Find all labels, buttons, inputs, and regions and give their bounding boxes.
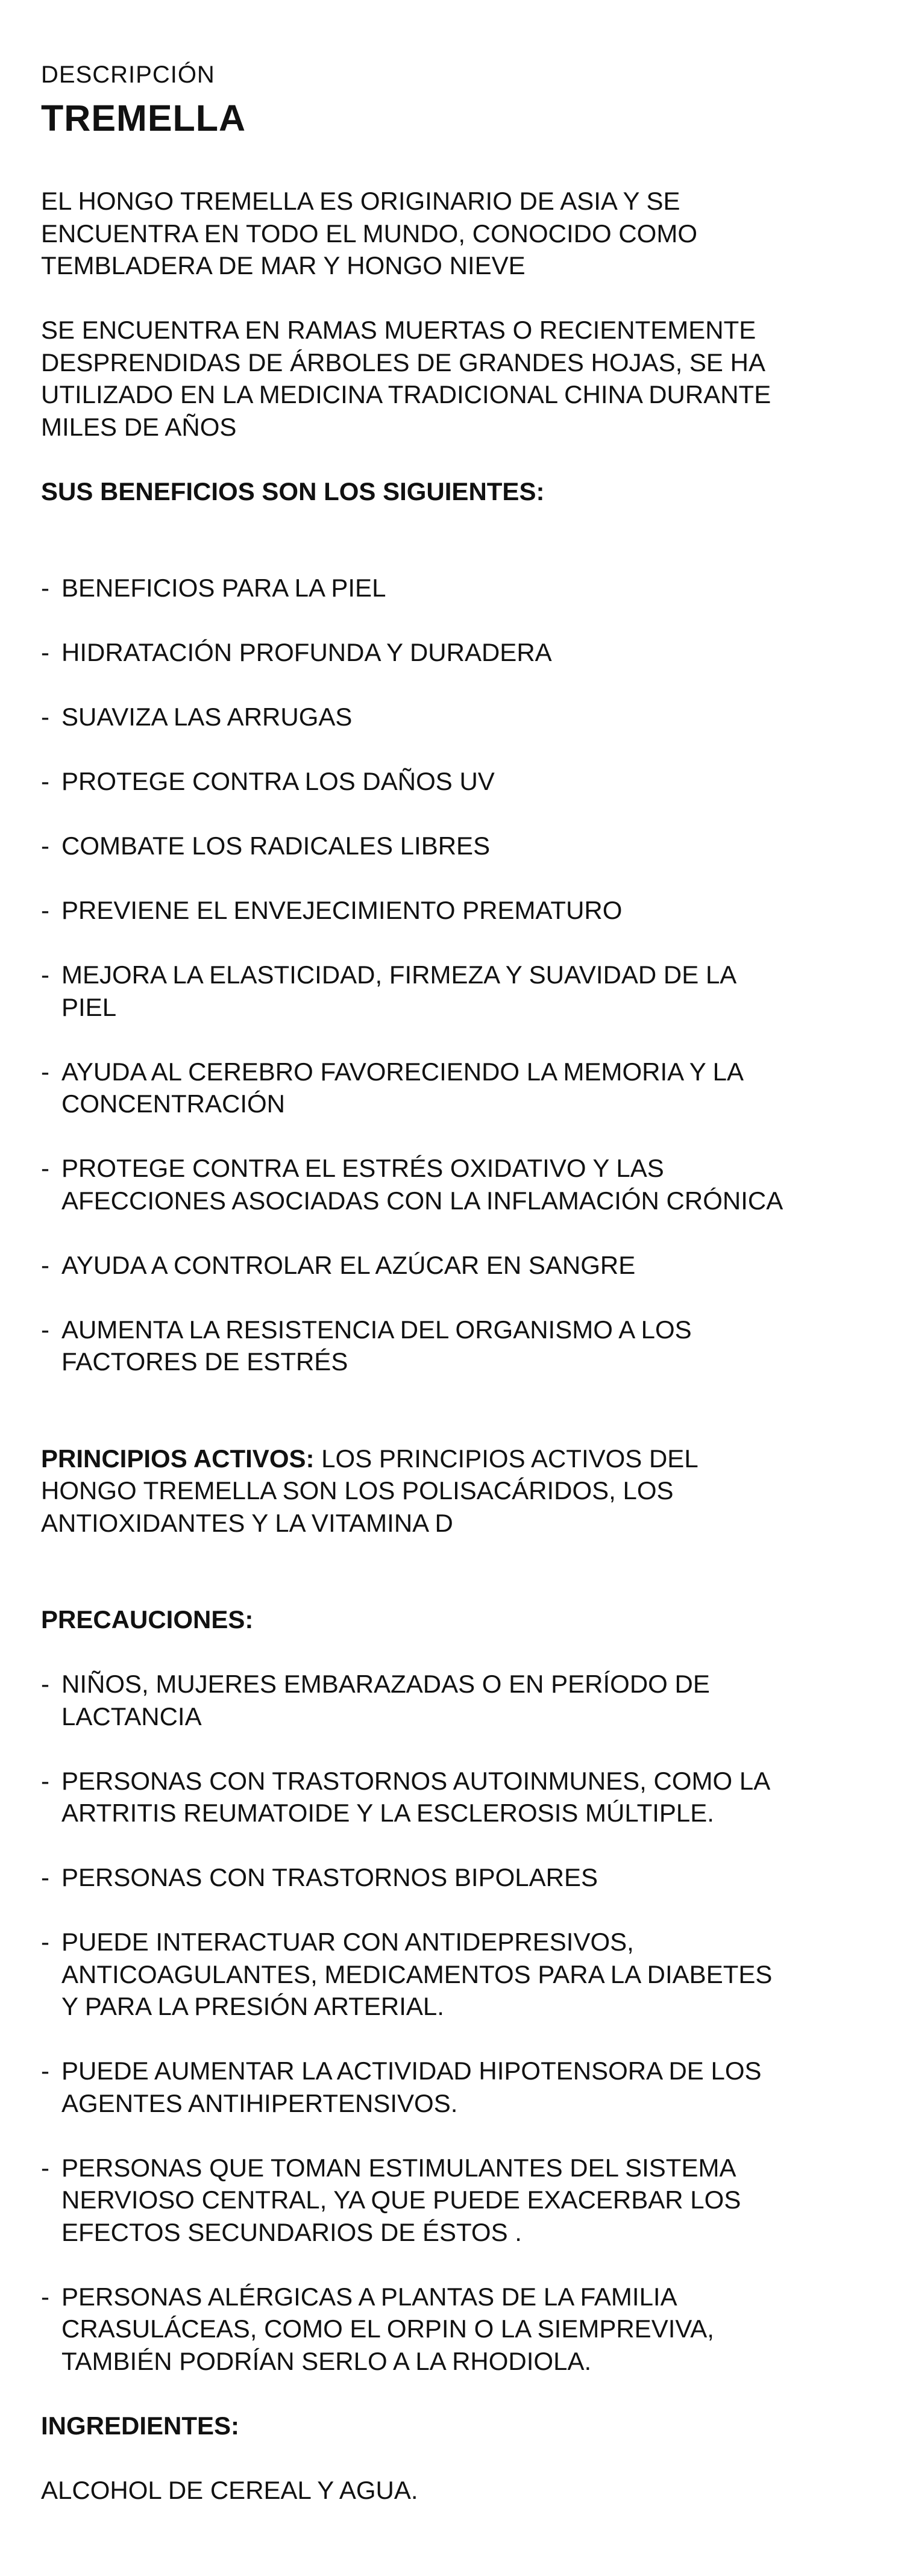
- spacer: [41, 1410, 873, 1443]
- active-principles-label: PRINCIPIOS ACTIVOS:: [41, 1444, 315, 1473]
- bullet-dash: -: [41, 1315, 49, 1344]
- bullet-dash: -: [41, 2282, 49, 2311]
- precautions-list: [41, 1668, 873, 2410]
- benefit-item: [41, 1314, 873, 1378]
- text-line: NIÑOS, MUJERES EMBARAZADAS O EN PERÍODO DE: [61, 1670, 710, 1698]
- benefit-item: [41, 894, 873, 927]
- text-line: BENEFICIOS PARA LA PIEL: [61, 574, 386, 602]
- bullet-dash: -: [41, 1154, 49, 1182]
- benefit-item: [41, 830, 873, 862]
- active-principles-text: LOS PRINCIPIOS ACTIVOS DEL: [314, 1444, 698, 1473]
- spacer: [41, 2442, 873, 2474]
- bullet-dash: -: [41, 638, 49, 666]
- text-line: Y PARA LA PRESIÓN ARTERIAL.: [61, 1992, 444, 2020]
- precautions-heading: PRECAUCIONES:: [41, 1605, 254, 1634]
- precaution-item: [41, 2281, 873, 2378]
- bullet-dash: -: [41, 1766, 49, 1795]
- text-line: ANTIOXIDANTES Y LA VITAMINA D: [41, 1508, 453, 1537]
- spacer: [41, 1894, 873, 1926]
- ingredients-text: ALCOHOL DE CEREAL Y AGUA.: [41, 2475, 418, 2504]
- bullet-text: [61, 1668, 710, 1732]
- text-line: MILES DE AÑOS: [41, 412, 237, 441]
- text-line: TAMBIÉN PODRÍAN SERLO A LA RHODIOLA.: [61, 2346, 592, 2375]
- spacer: [41, 507, 873, 540]
- text-line: HIDRATACIÓN PROFUNDA Y DURADERA: [61, 638, 552, 666]
- bullet-text: [61, 1056, 744, 1120]
- bullet-dash: -: [41, 2153, 49, 2182]
- bullet-dash: -: [41, 1057, 49, 1086]
- bullet-dash: -: [41, 832, 49, 860]
- spacer: [41, 1732, 873, 1765]
- section-eyebrow: DESCRIPCIÓN: [41, 61, 215, 88]
- intro-paragraph-habitat: [41, 314, 873, 443]
- benefit-item: [41, 701, 873, 733]
- text-line: PROTEGE CONTRA LOS DAÑOS UV: [61, 767, 495, 795]
- bullet-text: [61, 1314, 692, 1378]
- text-line: LACTANCIA: [61, 1702, 202, 1731]
- spacer: [41, 1217, 873, 1249]
- spacer: [41, 1120, 873, 1153]
- description-body: [41, 185, 873, 2506]
- text-line: PREVIENE EL ENVEJECIMIENTO PREMATURO: [61, 896, 623, 924]
- spacer: [41, 862, 873, 895]
- text-line: SUAVIZA LAS ARRUGAS: [61, 703, 353, 731]
- bullet-text: [61, 1926, 772, 2023]
- bullet-text: [61, 1152, 783, 1217]
- bullet-text: [61, 1861, 598, 1894]
- text-line: UTILIZADO EN LA MEDICINA TRADICIONAL CHINA DURANTE: [41, 380, 771, 409]
- bullet-text: [61, 2055, 762, 2119]
- bullet-text: [61, 636, 552, 669]
- benefits-heading: SUS BENEFICIOS SON LOS SIGUIENTES:: [41, 477, 545, 506]
- bullet-text: [61, 2281, 714, 2378]
- intro-paragraph-origin: [41, 185, 873, 282]
- text-line: FACTORES DE ESTRÉS: [61, 1347, 348, 1376]
- bullet-text: [61, 1249, 635, 1282]
- text-line: AUMENTA LA RESISTENCIA DEL ORGANISMO A LOS: [61, 1315, 692, 1344]
- text-line: AYUDA A CONTROLAR EL AZÚCAR EN SANGRE: [61, 1250, 636, 1279]
- text-line: PERSONAS QUE TOMAN ESTIMULANTES DEL SISTEMA: [61, 2153, 736, 2182]
- bullet-dash: -: [41, 1670, 49, 1698]
- spacer: [41, 2377, 873, 2410]
- bullet-text: [61, 1765, 770, 1829]
- bullet-dash: -: [41, 961, 49, 989]
- benefit-item: [41, 636, 873, 669]
- benefit-item: [41, 1249, 873, 1282]
- spacer: [41, 2023, 873, 2055]
- text-line: PROTEGE CONTRA EL ESTRÉS OXIDATIVO Y LAS: [61, 1154, 664, 1182]
- bullet-dash: -: [41, 703, 49, 731]
- precaution-item: [41, 2152, 873, 2249]
- spacer: [41, 669, 873, 701]
- bullet-text: [61, 572, 386, 604]
- precaution-item: [41, 2055, 873, 2119]
- spacer: [41, 1281, 873, 1314]
- text-line: PERSONAS CON TRASTORNOS AUTOINMUNES, COMO LA: [61, 1766, 771, 1795]
- spacer: [41, 798, 873, 830]
- text-line: ARTRITIS REUMATOIDE Y LA ESCLEROSIS MÚLTIPLE.: [61, 1799, 714, 1827]
- bullet-text: [61, 701, 352, 733]
- text-line: TEMBLADERA DE MAR Y HONGO NIEVE: [41, 251, 526, 280]
- text-line: MEJORA LA ELASTICIDAD, FIRMEZA Y SUAVIDAD DE LA: [61, 961, 737, 989]
- spacer: [41, 733, 873, 766]
- precaution-item: [41, 1861, 873, 1894]
- spacer: [41, 540, 873, 572]
- spacer: [41, 604, 873, 637]
- bullet-dash: -: [41, 767, 49, 795]
- text-line: EFECTOS SECUNDARIOS DE ÉSTOS .: [61, 2217, 522, 2246]
- spacer: [41, 443, 873, 475]
- text-line: AFECCIONES ASOCIADAS CON LA INFLAMACIÓN CRÓNICA: [61, 1186, 783, 1215]
- spacer: [41, 2119, 873, 2152]
- text-line: HONGO TREMELLA SON LOS POLISACÁRIDOS, LOS: [41, 1476, 674, 1505]
- text-line: PERSONAS ALÉRGICAS A PLANTAS DE LA FAMILIA: [61, 2282, 677, 2311]
- text-line: NERVIOSO CENTRAL, YA QUE PUEDE EXACERBAR LOS: [61, 2186, 741, 2214]
- text-line: AYUDA AL CEREBRO FAVORECIENDO LA MEMORIA Y LA: [61, 1057, 744, 1086]
- product-title: TREMELLA: [41, 98, 246, 139]
- precaution-item: [41, 1668, 873, 1732]
- bullet-text: [61, 830, 490, 862]
- text-line: CONCENTRACIÓN: [61, 1089, 286, 1118]
- spacer: [41, 2248, 873, 2281]
- benefit-item: [41, 1152, 873, 1217]
- ingredients-heading: INGREDIENTES:: [41, 2411, 240, 2440]
- text-line: ENCUENTRA EN TODO EL MUNDO, CONOCIDO COMO: [41, 219, 697, 248]
- bullet-text: [61, 894, 622, 927]
- spacer: [41, 1023, 873, 1056]
- text-line: ANTICOAGULANTES, MEDICAMENTOS PARA LA DIABETES: [61, 1960, 773, 1988]
- spacer: [41, 1829, 873, 1862]
- text-line: DESPRENDIDAS DE ÁRBOLES DE GRANDES HOJAS, SE HA: [41, 348, 765, 377]
- spacer: [41, 1378, 873, 1411]
- precaution-item: [41, 1926, 873, 2023]
- bullet-dash: -: [41, 2057, 49, 2085]
- active-principles-paragraph: [41, 1443, 873, 1540]
- benefits-list: [41, 572, 873, 1410]
- text-line: EL HONGO TREMELLA ES ORIGINARIO DE ASIA Y SE: [41, 187, 680, 215]
- text-line: PUEDE AUMENTAR LA ACTIVIDAD HIPOTENSORA DE LOS: [61, 2057, 762, 2085]
- bullet-dash: -: [41, 574, 49, 602]
- text-line: SE ENCUENTRA EN RAMAS MUERTAS O RECIENTEMENTE: [41, 316, 756, 344]
- bullet-dash: -: [41, 896, 49, 924]
- spacer: [41, 1539, 873, 1572]
- text-line: [41, 1443, 873, 1475]
- text-line: COMBATE LOS RADICALES LIBRES: [61, 832, 491, 860]
- spacer: [41, 1572, 873, 1604]
- text-line: PERSONAS CON TRASTORNOS BIPOLARES: [61, 1863, 598, 1891]
- bullet-text: [61, 959, 736, 1023]
- benefit-item: [41, 1056, 873, 1120]
- bullet-dash: -: [41, 1928, 49, 1956]
- bullet-dash: -: [41, 1863, 49, 1891]
- spacer: [41, 1636, 873, 1669]
- bullet-text: [61, 2152, 741, 2249]
- benefit-item: [41, 959, 873, 1023]
- benefit-item: [41, 765, 873, 798]
- text-line: PIEL: [61, 992, 117, 1021]
- text-line: PUEDE INTERACTUAR CON ANTIDEPRESIVOS,: [61, 1928, 634, 1956]
- spacer: [41, 282, 873, 315]
- text-line: CRASULÁCEAS, COMO EL ORPIN O LA SIEMPREVIVA,: [61, 2314, 714, 2343]
- text-line: AGENTES ANTIHIPERTENSIVOS.: [61, 2089, 458, 2117]
- spacer: [41, 927, 873, 959]
- bullet-text: [61, 765, 495, 798]
- precaution-item: [41, 1765, 873, 1829]
- benefit-item: [41, 572, 873, 604]
- bullet-dash: -: [41, 1250, 49, 1279]
